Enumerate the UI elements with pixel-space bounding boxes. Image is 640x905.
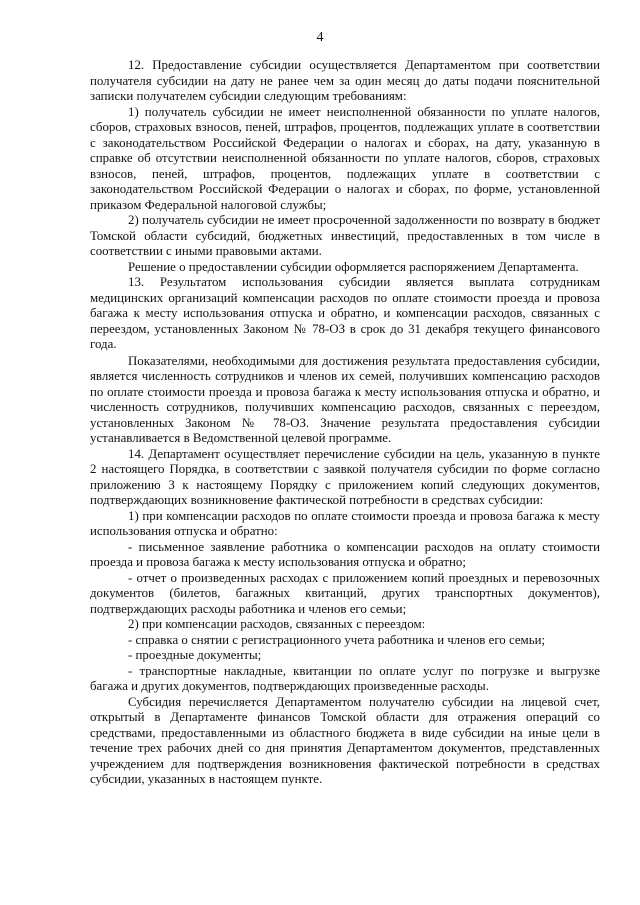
paragraph-relocation-certificate: - справка о снятии с регистрационного учета работника и членов его семьи;: [128, 632, 546, 647]
paragraph-travel-report: - отчет о произведенных расходах с приложением копий проездных и перевозочных документов (билетов, багажных квитанций, других транспортных документов), подтверждающих расходы работника и членов его семьи;: [90, 570, 600, 616]
paragraph-requirement-2: 2) получатель субсидии не имеет просроченной задолженности по возврату в бюджет Томской области субсидий, бюджетных инвестиций, предоставленных в том числе в соответствии с иными правовыми актами.: [90, 213, 600, 258]
paragraph-decision: Решение о предоставлении субсидии оформляется распоряжением Департамента.: [128, 259, 579, 274]
paragraph-relocation-waybills: - транспортные накладные, квитанции по оплате услуг по погрузке и выгрузке багажа и других документов, подтверждающих произведенные расходы.: [90, 663, 600, 693]
paragraph-travel-compensation: 1) при компенсации расходов по оплате стоимости проезда и провоза багажа к месту использования отпуска и обратно:: [90, 508, 600, 538]
paragraph-relocation-compensation: 2) при компенсации расходов, связанных с переездом:: [128, 617, 426, 631]
paragraph-requirement-1: 1) получатель субсидии не имеет неисполненной обязанности по уплате налогов, сборов, страховых взносов, пеней, штрафов, процентов, подлежащих уплате в соответствии с законодательством Российской Федерации о налогах и сборах, на дату, указанную в справке об отсутствии неисполненной обязанности по уплате налогов, сборов, страховых взносов, пеней, штрафов, процентов, подлежащих уплате в соответствии с законодательством Российской Федерации о налогах и сборах, по форме, установленной приказом Федеральной налоговой службы;: [90, 104, 600, 212]
paragraph-relocation-tickets: - проездные документы;: [128, 648, 262, 662]
paragraph-subsidy-transfer: Субсидия перечисляется Департаментом получателю субсидии на лицевой счет, открытый в Департаменте финансов Томской области для отражения операций со средствами, предоставленными из областного бюджета в виде субсидии на иные цели в течение трех рабочих дней со дня принятия Департаментом документов, представленных учреждением для подтверждения возникновения фактической потребности в средствах субсидии, указанных в настоящем пункте.: [90, 694, 600, 786]
paragraph-indicators: Показателями, необходимыми для достижения результата предоставления субсидии, является численность сотрудников и членов их семей, получивших компенсацию расходов по оплате стоимости проезда и провоза багажа к месту использования отпуска и обратно, и численность сотрудников, получивших компенсацию расходов, связанных с переездом, установленных Законом № 78-ОЗ. Значение результата предоставления субсидии устанавливается в Ведомственной целевой программе.: [90, 353, 600, 445]
paragraph-item-13: 13. Результатом использования субсидии является выплата сотрудникам медицинских организаций компенсации расходов по оплате стоимости проезда и провоза багажа к месту использования отпуска и обратно, и компенсации расходов, связанных с переездом, установленных Законом № 78-ОЗ в срок до 31 декабря текущего финансового года.: [90, 275, 600, 351]
page-number: 4: [316, 30, 324, 45]
paragraph-item-12: 12. Предоставление субсидии осуществляется Департаментом при соответствии получателя субсидии на дату не ранее чем за один месяц до даты подачи пояснительной записки получателем субсидии следующим требованиям:: [90, 58, 600, 103]
paragraph-item-14: 14. Департамент осуществляет перечисление субсидии на цель, указанную в пункте 2 настоящего Порядка, в соответствии с заявкой получателя субсидии по форме согласно приложению 3 к настоящему Порядку с приложением копий следующих документов, подтверждающих возникновение фактической потребности в средствах субсидии:: [90, 446, 600, 507]
paragraph-travel-application: - письменное заявление работника о компенсации расходов на оплату стоимости проезда и провоза багажа к месту использования отпуска и обратно;: [90, 539, 600, 569]
document-body: [90, 58, 600, 788]
